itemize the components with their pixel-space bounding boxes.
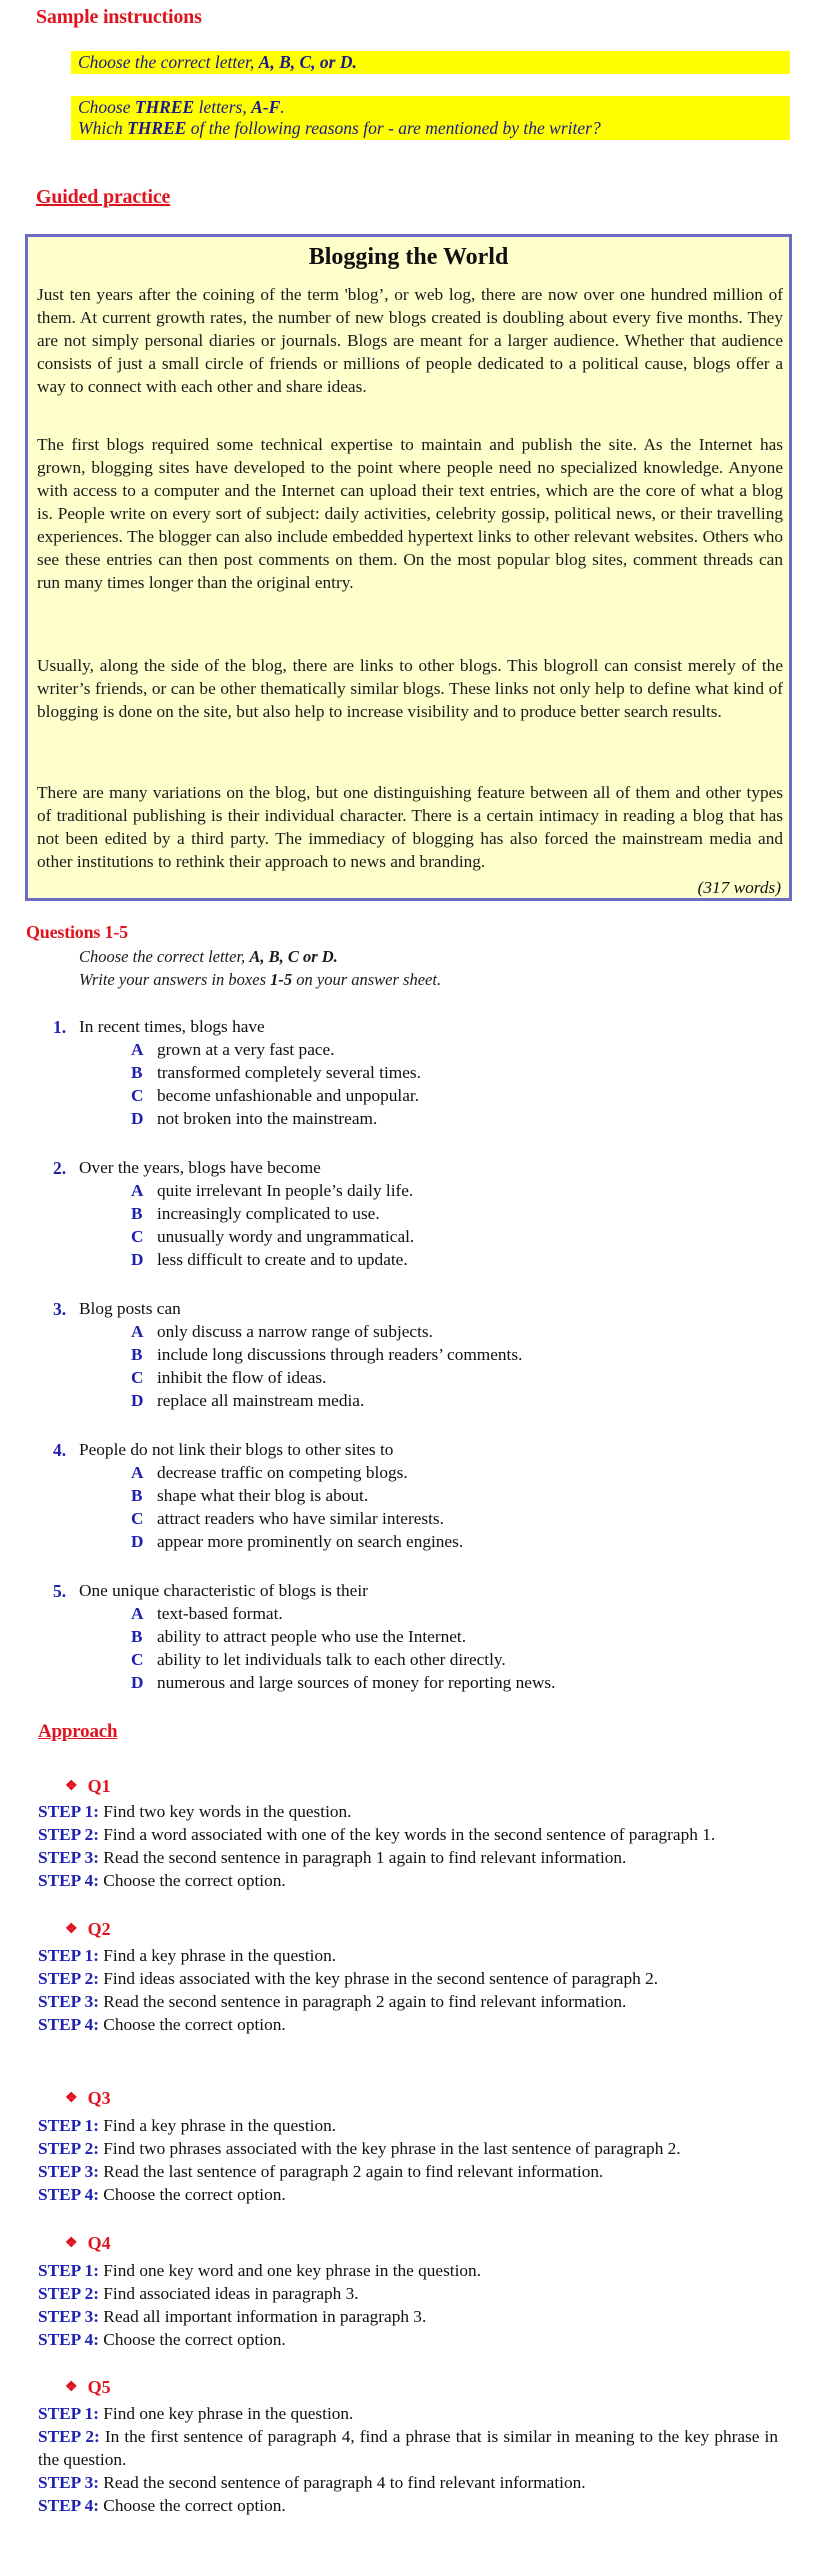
diamond-bullet-icon: ❖	[65, 1922, 78, 1937]
approach-q3-heading	[65, 2088, 111, 2109]
instruction-bold: 1-5	[270, 970, 293, 989]
reading-passage	[25, 234, 792, 901]
diamond-bullet-icon: ❖	[65, 2380, 78, 2395]
instruction-bold: THREE	[127, 118, 187, 138]
option-letter-d: D	[131, 1109, 144, 1128]
instruction-text: of the following reasons for - are mentioned by the writer?	[186, 118, 601, 138]
approach-q4-step-2	[38, 2282, 778, 2305]
approach-q-label: Q5	[87, 2377, 111, 2397]
approach-q-label: Q4	[87, 2233, 111, 2253]
option-text-a: grown at a very fast pace.	[157, 1040, 335, 1059]
approach-q-label: Q2	[87, 1919, 111, 1939]
question-text: Over the years, blogs have become	[79, 1158, 321, 1177]
option-text-b: include long discussions through readers’ comments.	[157, 1345, 523, 1364]
instruction-line-1	[78, 97, 783, 118]
option-letter-b: B	[131, 1345, 143, 1364]
instruction-text: .	[280, 97, 285, 117]
option-text-d: appear more prominently on search engines.	[157, 1532, 464, 1551]
approach-q5-step-1	[38, 2402, 778, 2425]
option-letter-b: B	[131, 1627, 143, 1646]
question-text: Blog posts can	[79, 1299, 181, 1318]
option-text-d: numerous and large sources of money for reporting news.	[157, 1673, 556, 1692]
step-text: In the first sentence of paragraph 4, find a phrase that is similar in meaning to the key phrase in the question.	[38, 2427, 778, 2469]
step-text: Find a word associated with one of the key words in the second sentence of paragraph 1.	[98, 1825, 716, 1844]
option-letter-c: C	[131, 1086, 144, 1105]
step-text: Choose the correct option.	[98, 2496, 286, 2515]
option-letter-b: B	[131, 1486, 143, 1505]
step-label: STEP 3:	[38, 2473, 99, 2492]
option-letter-c: C	[131, 1509, 144, 1528]
option-text-b: transformed completely several times.	[157, 1063, 421, 1082]
approach-heading: Approach	[38, 1721, 118, 1742]
step-label: STEP 4:	[38, 2330, 99, 2349]
step-text: Find a key phrase in the question.	[98, 2116, 337, 2135]
question-3	[0, 1299, 817, 1419]
step-text: Find two phrases associated with the key phrase in the last sentence of paragraph 2.	[98, 2139, 681, 2158]
option-letter-d: D	[131, 1250, 144, 1269]
approach-q4-step-4	[38, 2328, 778, 2351]
instruction-text: letters,	[194, 97, 252, 117]
question-number: 3.	[53, 1299, 67, 1319]
approach-q1-step-1	[38, 1800, 778, 1823]
option-text-d: less difficult to create and to update.	[157, 1250, 408, 1269]
passage-paragraph-3: Usually, along the side of the blog, there are links to other blogs. This blogroll can consist merely of the writer’s friends, or can be other thematically similar blogs. These links not only help to define what kind of blogging is done on the site, but also help to increase visibility and to produce better search results.	[37, 656, 783, 721]
question-text: One unique characteristic of blogs is their	[79, 1581, 368, 1600]
step-label: STEP 2:	[38, 1969, 99, 1988]
instruction-text: Which	[78, 118, 128, 138]
option-text-b: increasingly complicated to use.	[157, 1204, 380, 1223]
instruction-text: Choose the correct letter,	[78, 52, 259, 72]
option-letter-d: D	[131, 1673, 144, 1692]
step-text: Read the last sentence of paragraph 2 again to find relevant information.	[98, 2162, 604, 2181]
instruction-line-2	[78, 118, 783, 139]
approach-q2-heading	[65, 1919, 111, 1940]
step-text: Read the second sentence in paragraph 1 again to find relevant information.	[98, 1848, 627, 1867]
option-letter-b: B	[131, 1063, 143, 1082]
step-label: STEP 4:	[38, 2015, 99, 2034]
passage-paragraph-4: There are many variations on the blog, but one distinguishing feature between all of them and other types of traditional publishing is their individual character. There is a certain intimacy in reading a blog that has not been edited by a third party. The immediacy of blogging has also forced the mainstream media and other institutions to rethink their approach to news and branding.	[37, 783, 783, 871]
step-text: Find a key phrase in the question.	[98, 1946, 337, 1965]
instruction-text: Write your answers in boxes	[79, 970, 271, 989]
option-letter-d: D	[131, 1391, 144, 1410]
question-number: 5.	[53, 1581, 67, 1601]
instruction-box-three	[71, 96, 790, 140]
step-label: STEP 1:	[38, 2116, 99, 2135]
question-2	[0, 1158, 817, 1278]
option-text-a: text-based format.	[157, 1604, 283, 1623]
step-text: Read the second sentence of paragraph 4 to find relevant information.	[98, 2473, 586, 2492]
approach-q5-step-3	[38, 2471, 778, 2494]
instruction-bold: THREE	[134, 97, 195, 117]
approach-q2-step-4	[38, 2013, 778, 2036]
approach-q3-step-1	[38, 2114, 778, 2137]
questions-heading: Questions 1-5	[26, 922, 128, 942]
approach-q4-step-3	[38, 2305, 778, 2328]
step-label: STEP 2:	[38, 2284, 99, 2303]
approach-q1-heading	[65, 1776, 111, 1797]
sample-instructions-heading: Sample instructions	[36, 6, 202, 28]
option-letter-b: B	[131, 1204, 143, 1223]
step-label: STEP 3:	[38, 2307, 99, 2326]
step-text: Find associated ideas in paragraph 3.	[98, 2284, 359, 2303]
approach-q1-step-2	[38, 1823, 778, 1846]
questions-instruction-2	[79, 968, 441, 991]
step-label: STEP 1:	[38, 2404, 99, 2423]
approach-q-label: Q1	[87, 1776, 111, 1796]
step-text: Find one key phrase in the question.	[98, 2404, 354, 2423]
approach-q-label: Q3	[87, 2088, 111, 2108]
step-label: STEP 1:	[38, 1946, 99, 1965]
step-label: STEP 4:	[38, 2185, 99, 2204]
option-letter-a: A	[131, 1181, 144, 1200]
approach-q3-step-2	[38, 2137, 778, 2160]
step-label: STEP 1:	[38, 1802, 99, 1821]
option-letter-d: D	[131, 1532, 144, 1551]
option-letter-c: C	[131, 1227, 144, 1246]
step-text: Find two key words in the question.	[98, 1802, 352, 1821]
diamond-bullet-icon: ❖	[65, 1779, 78, 1794]
step-label: STEP 2:	[38, 2427, 100, 2446]
instruction-text: Choose	[78, 97, 135, 117]
instruction-bold: A, B, C or D.	[249, 947, 338, 966]
step-label: STEP 1:	[38, 2261, 99, 2280]
option-letter-a: A	[131, 1322, 144, 1341]
instruction-text: on your answer sheet.	[292, 970, 442, 989]
instruction-bold: A-F	[251, 97, 281, 117]
option-letter-a: A	[131, 1463, 144, 1482]
option-letter-c: C	[131, 1368, 144, 1387]
option-text-c: become unfashionable and unpopular.	[157, 1086, 420, 1105]
approach-q2-step-3	[38, 1990, 778, 2013]
instruction-text: Choose the correct letter,	[79, 947, 250, 966]
option-text-c: attract readers who have similar interests.	[157, 1509, 444, 1528]
step-text: Choose the correct option.	[98, 2015, 286, 2034]
step-label: STEP 4:	[38, 1871, 99, 1890]
approach-q4-heading	[65, 2233, 111, 2254]
approach-q1-step-4	[38, 1869, 778, 1892]
option-text-d: replace all mainstream media.	[157, 1391, 365, 1410]
option-text-c: inhibit the flow of ideas.	[157, 1368, 327, 1387]
option-text-a: decrease traffic on competing blogs.	[157, 1463, 408, 1482]
option-text-c: ability to let individuals talk to each other directly.	[157, 1650, 506, 1669]
approach-q4-step-1	[38, 2259, 778, 2282]
step-text: Find ideas associated with the key phrase in the second sentence of paragraph 2.	[98, 1969, 659, 1988]
question-text: In recent times, blogs have	[79, 1017, 265, 1036]
guided-practice-heading: Guided practice	[36, 186, 171, 208]
step-text: Choose the correct option.	[98, 1871, 286, 1890]
step-text: Choose the correct option.	[98, 2330, 286, 2349]
option-letter-c: C	[131, 1650, 144, 1669]
approach-q5-step-2	[38, 2425, 778, 2471]
option-letter-a: A	[131, 1604, 144, 1623]
option-text-a: quite irrelevant In people’s daily life.	[157, 1181, 414, 1200]
approach-q5-heading	[65, 2377, 111, 2398]
step-label: STEP 3:	[38, 1848, 99, 1867]
instruction-bold: A, B, C, or D.	[258, 52, 357, 72]
questions-instruction-1	[79, 945, 338, 968]
passage-paragraph-1: Just ten years after the coining of the term 'blog’, or web log, there are now over one hundred million of them. At current growth rates, the number of new blogs created is doubling about every five months. They are not simply personal diaries or journals. Blogs are meant for a larger audience. Whether that audience consists of just a small circle of friends or millions of people dedicated to a political cause, blogs offer a way to connect with each other and share ideas.	[37, 285, 783, 396]
question-5	[0, 1581, 817, 1701]
approach-q2-step-1	[38, 1944, 778, 1967]
diamond-bullet-icon: ❖	[65, 2236, 78, 2251]
diamond-bullet-icon: ❖	[65, 2091, 78, 2106]
approach-q3-step-3	[38, 2160, 778, 2183]
approach-q5-step-4	[38, 2494, 778, 2517]
question-1	[0, 1017, 817, 1137]
step-text: Find one key word and one key phrase in the question.	[98, 2261, 482, 2280]
passage-title: Blogging the World	[308, 244, 509, 270]
step-text: Read all important information in paragraph 3.	[98, 2307, 427, 2326]
option-text-b: shape what their blog is about.	[157, 1486, 369, 1505]
question-number: 2.	[53, 1158, 67, 1178]
option-text-a: only discuss a narrow range of subjects.	[157, 1322, 433, 1341]
step-label: STEP 2:	[38, 2139, 99, 2158]
option-text-d: not broken into the mainstream.	[157, 1109, 378, 1128]
step-label: STEP 4:	[38, 2496, 99, 2515]
step-label: STEP 3:	[38, 1992, 99, 2011]
question-number: 4.	[53, 1440, 67, 1460]
option-text-b: ability to attract people who use the Internet.	[157, 1627, 467, 1646]
question-text: People do not link their blogs to other sites to	[79, 1440, 394, 1459]
passage-paragraph-2: The first blogs required some technical expertise to maintain and publish the site. As the Internet has grown, blogging sites have developed to the point where people need no specialized knowledge. Anyone with access to a computer and the Internet can upload their text entries, which are the core of what a blog is. People write on every sort of subject: daily activities, celebrity gossip, political news, or their travelling experiences. The blogger can also include embedded hypertext links to other relevant websites. Others who see these entries can then post comments on them. On the most popular blog sites, comment threads can run many times longer than the original entry.	[37, 435, 783, 592]
approach-q1-step-3	[38, 1846, 778, 1869]
step-label: STEP 3:	[38, 2162, 99, 2181]
approach-q2-step-2	[38, 1967, 778, 1990]
step-text: Read the second sentence in paragraph 2 again to find relevant information.	[98, 1992, 627, 2011]
question-number: 1.	[53, 1017, 67, 1037]
instruction-box-letters	[71, 51, 790, 74]
approach-q3-step-4	[38, 2183, 778, 2206]
step-text: Choose the correct option.	[98, 2185, 286, 2204]
option-text-c: unusually wordy and ungrammatical.	[157, 1227, 415, 1246]
option-letter-a: A	[131, 1040, 144, 1059]
step-label: STEP 2:	[38, 1825, 99, 1844]
word-count: (317 words)	[697, 878, 781, 897]
question-4	[0, 1440, 817, 1560]
